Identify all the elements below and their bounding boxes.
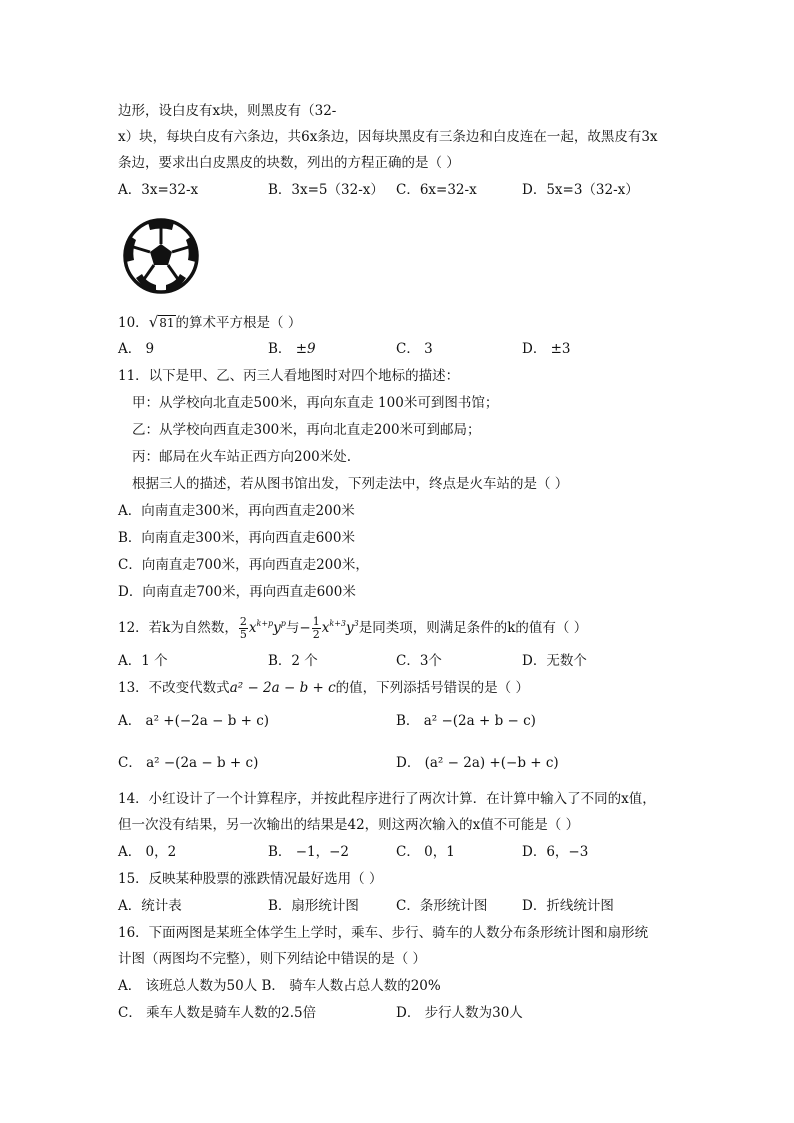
- q12-stem: 12．若k为自然数， $\frac{2}{5}$ $x^{k+p}y^p$与− $\frac{1}{2}$ $x^{k+3}y^3$是同类项，则满足条件的k的值有（ ）: [118, 615, 588, 641]
- q12-fraction-1: $\frac{2}{5}$: [239, 615, 247, 641]
- sqrt-sign-icon: √: [148, 313, 159, 331]
- q11-option-d: D．向南直走700米，再向西直走600米: [118, 584, 356, 600]
- q14-option-d: D．6，−3: [522, 844, 589, 860]
- q13-option-d: D． (a² − 2a) +(−b + c): [396, 755, 559, 771]
- q10-stem: [118, 312, 301, 333]
- q10-option-a: A． 9: [118, 341, 155, 357]
- q16-option-d: D． 步行人数为30人: [396, 1005, 523, 1021]
- q12-option-b: B．2 个: [268, 653, 318, 669]
- q14-option-c: C． 0，1: [396, 844, 455, 860]
- q13-option-c: C． a² −(2a − b + c): [118, 755, 259, 771]
- q10-option-b-value: 9: [307, 341, 316, 357]
- q15-option-b: B．扇形统计图: [268, 898, 359, 914]
- q11-option-a: A．向南直走300米，再向西直走200米: [118, 503, 355, 519]
- q10-option-b-label: B． ±: [268, 341, 308, 357]
- q9-option-b: B．3x=5（32-x）: [268, 182, 384, 198]
- q13-expression: a² − 2a − b + c: [229, 680, 336, 696]
- q10-text: 的算术平方根是（ ）: [175, 315, 302, 331]
- q14-option-a: A． 0，2: [118, 844, 177, 860]
- q16-option-ab: A． 该班总人数为50人 B． 骑车人数占总人数的20%: [118, 978, 441, 994]
- q10-option-c: C． 3: [396, 341, 433, 357]
- q11-option-b: B．向南直走300米，再向西直走600米: [118, 530, 355, 546]
- q16-line1: 16．下面两图是某班全体学生上学时，乘车、步行、骑车的人数分布条形统计图和扇形统: [118, 925, 649, 941]
- q9-line3: 条边，要求出白皮黑皮的块数，列出的方程正确的是（ ）: [118, 155, 460, 171]
- q13-option-b: B． a² −(2a + b − c): [396, 713, 536, 729]
- soccer-ball-figure: [122, 216, 200, 296]
- q12-option-a: A．1 个: [118, 653, 168, 669]
- q11-bing: 丙：邮局在火车站正西方向200米处.: [132, 449, 352, 465]
- q10-number: 10．: [118, 315, 149, 331]
- q13-stem: 13．不改变代数式a² − 2a − b + c的值，下列添括号错误的是（ ）: [118, 680, 529, 696]
- q15-stem: 15．反映某种股票的涨跌情况最好选用（ ）: [118, 871, 383, 887]
- q10-option-d: D． ±3: [522, 341, 571, 357]
- q9-option-d: D．5x=3（32-x）: [522, 182, 639, 198]
- q12-option-d: D．无数个: [522, 653, 587, 669]
- q16-option-c: C． 乘车人数是骑车人数的2.5倍: [118, 1005, 317, 1021]
- q15-option-c: C．条形统计图: [396, 898, 488, 914]
- q15-option-d: D．折线统计图: [522, 898, 614, 914]
- q13-option-a: A． a² +(−2a − b + c): [118, 713, 270, 729]
- q16-line2: 计图（两图均不完整），则下列结论中错误的是（ ）: [118, 951, 427, 967]
- q10-option-b: [268, 339, 316, 359]
- q9-option-a: A．3x=32-x: [118, 182, 199, 198]
- q11-yi: 乙：从学校向西直走300米，再向北直走200米可到邮局；: [132, 422, 481, 438]
- q11-question: 根据三人的描述，若从图书馆出发，下列走法中，终点是火车站的是（ ）: [132, 476, 569, 492]
- q11-option-c: C．向南直走700米，再向西直走200米，: [118, 557, 369, 573]
- q11-jia: 甲：从学校向北直走500米，再向东直走 100米可到图书馆；: [132, 395, 499, 411]
- q14-line2: 但一次没有结果，另一次输出的结果是42，则这两次输入的x值不可能是（ ）: [118, 817, 580, 833]
- q11-stem: 11．以下是甲、乙、丙三人看地图时对四个地标的描述：: [118, 368, 460, 384]
- q14-line1: 14．小红设计了一个计算程序，并按此程序进行了两次计算．在计算中输入了不同的x值，: [118, 791, 656, 807]
- q15-option-a: A．统计表: [118, 898, 182, 914]
- q12-pre: 12．若k为自然数，: [118, 620, 238, 636]
- q14-option-b: B． −1，−2: [268, 844, 350, 860]
- q10-radicand: 81: [159, 316, 175, 330]
- q12-fraction-2: $\frac{1}{2}$: [312, 615, 320, 641]
- q9-option-c: C．6x=32-x: [396, 182, 477, 198]
- q9-line2: x）块，每块白皮有六条边，共6x条边，因每块黑皮有三条边和白皮连在一起，故黑皮有3x: [118, 129, 658, 145]
- q9-line1: 边形，设白皮有x块，则黑皮有（32-: [118, 103, 337, 119]
- q12-option-c: C．3个: [396, 653, 442, 669]
